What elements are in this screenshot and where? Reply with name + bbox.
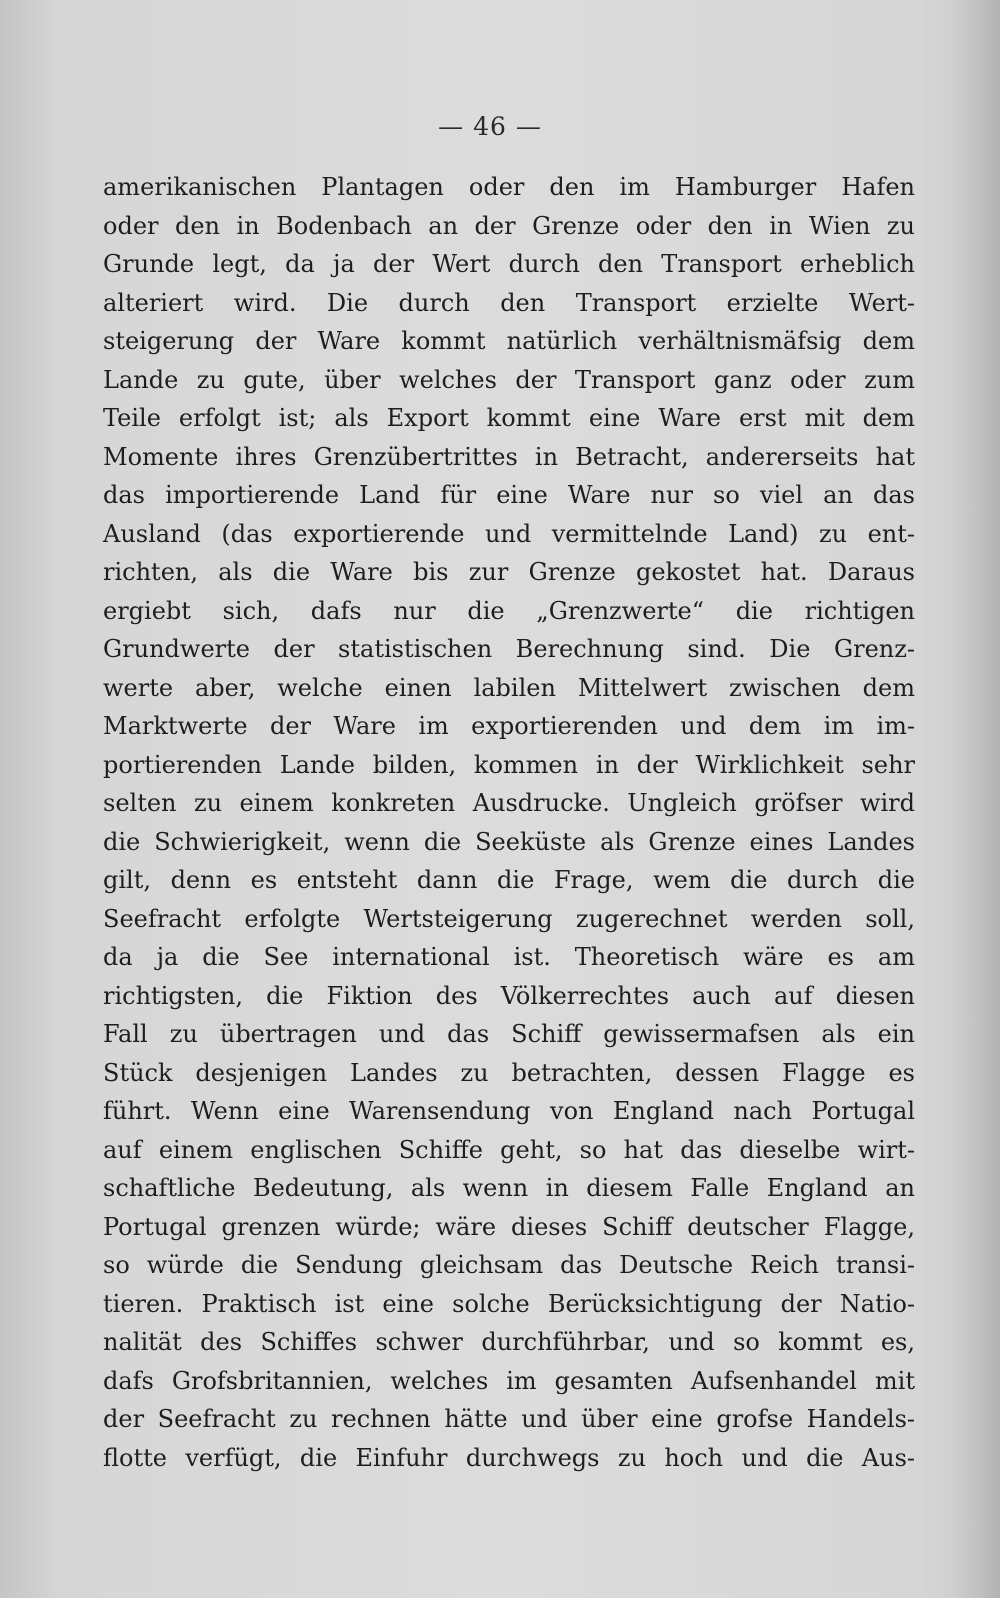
text-line: oder den in Bodenbach an der Grenze oder den in Wien zu <box>103 211 915 240</box>
text-line: Marktwerte der Ware im exportierenden und dem im im- <box>103 712 915 740</box>
text-line: die Schwierigkeit, wenn die Seeküste als Grenze eines Landes <box>103 827 915 856</box>
text-line: dafs Grofsbritannien, welches im gesamten Aufsenhandel mit <box>103 1366 915 1395</box>
text-line: richten, als die Ware bis zur Grenze gekostet hat. Daraus <box>103 558 915 586</box>
text-line: Stück desjenigen Landes zu betrachten, dessen Flagge es <box>103 1058 915 1087</box>
page-edge-shadow <box>952 0 1000 1598</box>
text-line: nalität des Schiffes schwer durchführbar, und so kommt es, <box>103 1328 915 1356</box>
text-line: ergiebt sich, dafs nur die „Grenzwerte“ die richtigen <box>103 596 915 625</box>
text-line: schaftliche Bedeutung, als wenn in diesem Falle England an <box>103 1174 915 1202</box>
text-line: amerikanischen Plantagen oder den im Hamburger Hafen <box>103 173 915 201</box>
text-line: steigerung der Ware kommt natürlich verhältnismäfsig dem <box>103 327 915 355</box>
text-line: Seefracht erfolgte Wertsteigerung zugerechnet werden soll, <box>103 904 915 933</box>
text-line: Fall zu übertragen und das Schiff gewissermafsen als ein <box>103 1020 915 1048</box>
text-line: tieren. Praktisch ist eine solche Berücksichtigung der Natio- <box>103 1289 915 1318</box>
text-line: der Seefracht zu rechnen hätte und über eine grofse Handels- <box>103 1405 915 1433</box>
text-line: Ausland (das exportierende und vermittelnde Land) zu ent- <box>103 519 915 548</box>
text-line: auf einem englischen Schiffe geht, so hat das dieselbe wirt- <box>103 1135 915 1164</box>
text-line: alteriert wird. Die durch den Transport erzielte Wert- <box>103 288 915 317</box>
text-line: werte aber, welche einen labilen Mittelwert zwischen dem <box>103 673 915 702</box>
text-line: Momente ihres Grenzübertrittes in Betracht, andererseits hat <box>103 442 915 471</box>
text-line: Portugal grenzen würde; wäre dieses Schiff deutscher Flagge, <box>103 1212 915 1241</box>
text-line: Lande zu gute, über welches der Transport ganz oder zum <box>103 365 915 394</box>
text-line: portierenden Lande bilden, kommen in der Wirklichkeit sehr <box>103 750 915 779</box>
page-number: — 46 — <box>438 112 542 141</box>
body-text <box>103 168 915 1477</box>
text-line: richtigsten, die Fiktion des Völkerrechtes auch auf diesen <box>103 981 915 1010</box>
text-line: Teile erfolgt ist; als Export kommt eine Ware erst mit dem <box>103 404 915 432</box>
text-line: führt. Wenn eine Warensendung von England nach Portugal <box>103 1097 915 1125</box>
text-line: selten zu einem konkreten Ausdrucke. Ungleich gröfser wird <box>103 789 915 817</box>
text-line: das importierende Land für eine Ware nur so viel an das <box>103 481 915 509</box>
text-line: Grunde legt, da ja der Wert durch den Transport erheblich <box>103 250 915 278</box>
text-line: flotte verfügt, die Einfuhr durchwegs zu hoch und die Aus- <box>103 1443 915 1472</box>
text-line: so würde die Sendung gleichsam das Deutsche Reich transi- <box>103 1251 915 1279</box>
text-line: Grundwerte der statistischen Berechnung sind. Die Grenz- <box>103 635 915 663</box>
text-line: gilt, denn es entsteht dann die Frage, wem die durch die <box>103 866 915 894</box>
text-line: da ja die See international ist. Theoretisch wäre es am <box>103 943 915 971</box>
